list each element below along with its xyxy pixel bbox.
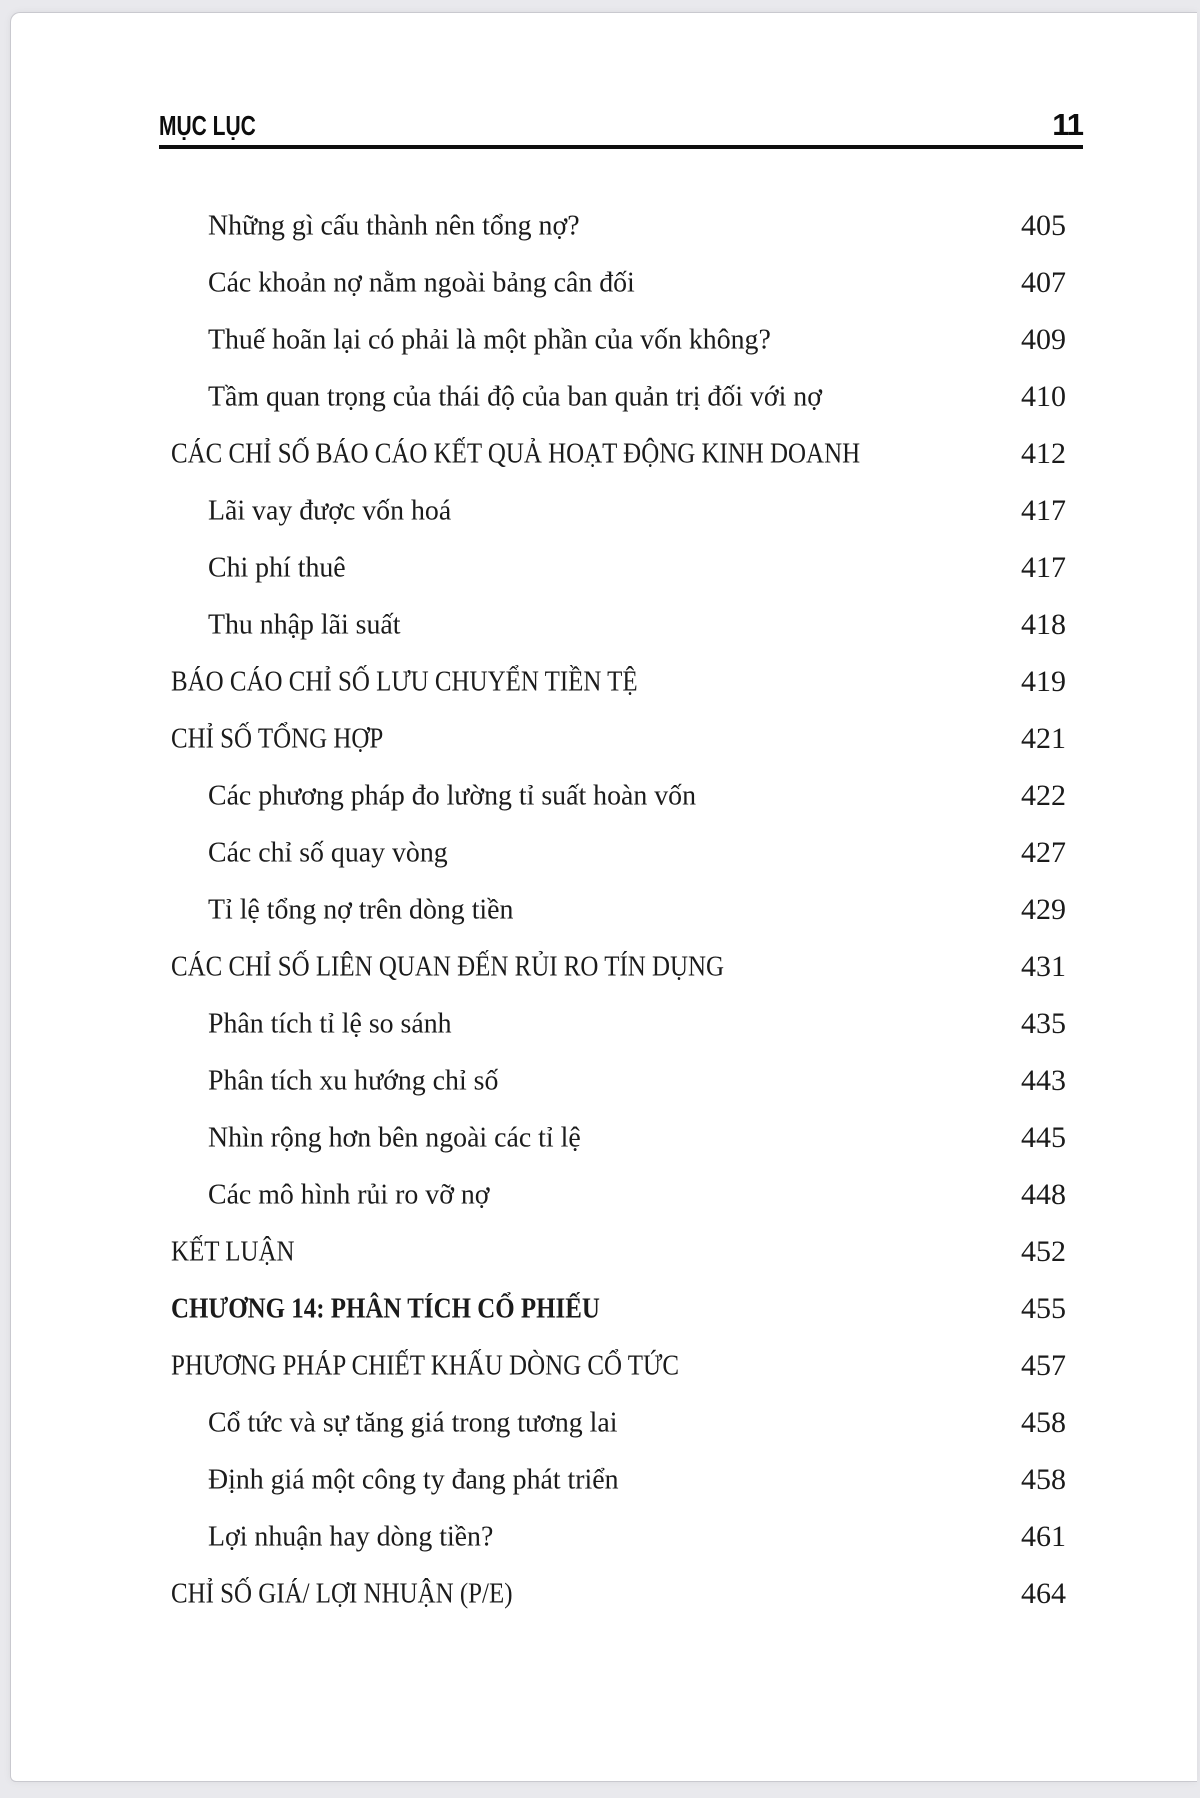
toc-entry-page: 422	[1021, 778, 1066, 812]
toc-entry-label: CÁC CHỈ SỐ LIÊN QUAN ĐẾN RỦI RO TÍN DỤNG	[171, 950, 725, 982]
toc-entry-page: 443	[1021, 1063, 1066, 1097]
toc-entry-page: 410	[1021, 379, 1066, 413]
toc-row	[171, 824, 1066, 881]
toc-entry-label: Những gì cấu thành nên tổng nợ?	[208, 209, 580, 241]
toc-entry-label: CHỈ SỐ GIÁ/ LỢI NHUẬN (P/E)	[171, 1577, 513, 1609]
toc-entry-page: 429	[1021, 892, 1066, 926]
toc-entry-page: 419	[1021, 664, 1066, 698]
toc-entry-label: CHỈ SỐ TỔNG HỢP	[171, 722, 384, 754]
toc-entry-label: Tầm quan trọng của thái độ của ban quản trị đối với nợ	[208, 380, 822, 412]
toc-entry-label: CÁC CHỈ SỐ BÁO CÁO KẾT QUẢ HOẠT ĐỘNG KINH DOANH	[171, 437, 861, 469]
page-number: 11	[1052, 107, 1083, 142]
toc-entry-page: 421	[1021, 721, 1066, 755]
toc-entry-label: Các mô hình rủi ro vỡ nợ	[208, 1178, 490, 1210]
toc-row	[171, 1451, 1066, 1508]
toc-entry-page: 412	[1021, 436, 1066, 470]
toc-entry-page: 458	[1021, 1405, 1066, 1439]
toc-row	[171, 596, 1066, 653]
book-page	[10, 12, 1197, 1782]
toc-entry-page: 418	[1021, 607, 1066, 641]
toc-entry-page: 417	[1021, 550, 1066, 584]
toc-row	[171, 1280, 1066, 1337]
page-title: MỤC LỤC	[159, 110, 256, 141]
toc-row	[171, 311, 1066, 368]
toc-entry-page: 435	[1021, 1006, 1066, 1040]
toc-list	[171, 197, 1066, 1622]
toc-entry-label: Chi phí thuê	[208, 551, 346, 583]
toc-entry-page: 452	[1021, 1234, 1066, 1268]
toc-row	[171, 1109, 1066, 1166]
toc-entry-page: 417	[1021, 493, 1066, 527]
toc-entry-page: 464	[1021, 1576, 1066, 1610]
toc-entry-page: 455	[1021, 1291, 1066, 1325]
toc-entry-label: CHƯƠNG 14: PHÂN TÍCH CỔ PHIẾU	[171, 1292, 600, 1324]
toc-entry-label: Tỉ lệ tổng nợ trên dòng tiền	[208, 893, 514, 925]
toc-row	[171, 368, 1066, 425]
toc-entry-page: 448	[1021, 1177, 1066, 1211]
toc-entry-label: KẾT LUẬN	[171, 1235, 295, 1267]
toc-row	[171, 653, 1066, 710]
toc-row	[171, 1394, 1066, 1451]
toc-entry-page: 458	[1021, 1462, 1066, 1496]
toc-entry-page: 457	[1021, 1348, 1066, 1382]
toc-entry-label: Phân tích tỉ lệ so sánh	[208, 1007, 452, 1039]
toc-entry-page: 427	[1021, 835, 1066, 869]
toc-entry-label: Thu nhập lãi suất	[208, 608, 401, 640]
toc-entry-label: Cổ tức và sự tăng giá trong tương lai	[208, 1406, 618, 1438]
toc-row	[171, 1223, 1066, 1280]
toc-entry-page: 431	[1021, 949, 1066, 983]
toc-entry-page: 445	[1021, 1120, 1066, 1154]
toc-row	[171, 482, 1066, 539]
toc-entry-label: Nhìn rộng hơn bên ngoài các tỉ lệ	[208, 1121, 581, 1153]
toc-entry-label: Các chỉ số quay vòng	[208, 836, 448, 868]
toc-row	[171, 710, 1066, 767]
toc-row	[171, 881, 1066, 938]
toc-entry-label: Thuế hoãn lại có phải là một phần của vốn không?	[208, 323, 771, 355]
toc-entry-label: BÁO CÁO CHỈ SỐ LƯU CHUYỂN TIỀN TỆ	[171, 665, 638, 697]
toc-entry-label: Lãi vay được vốn hoá	[208, 494, 452, 526]
toc-entry-page: 407	[1021, 265, 1066, 299]
toc-entry-label: Định giá một công ty đang phát triển	[208, 1463, 619, 1495]
toc-entry-label: Các phương pháp đo lường tỉ suất hoàn vốn	[208, 779, 696, 811]
toc-row	[171, 1337, 1066, 1394]
toc-row	[171, 197, 1066, 254]
toc-row	[171, 1508, 1066, 1565]
toc-row	[171, 1052, 1066, 1109]
toc-row	[171, 254, 1066, 311]
toc-entry-page: 409	[1021, 322, 1066, 356]
page-header	[159, 109, 1083, 149]
toc-row	[171, 938, 1066, 995]
toc-row	[171, 1565, 1066, 1622]
toc-entry-page: 405	[1021, 208, 1066, 242]
toc-row	[171, 767, 1066, 824]
toc-entry-label: Các khoản nợ nằm ngoài bảng cân đối	[208, 266, 635, 298]
toc-entry-label: Lợi nhuận hay dòng tiền?	[208, 1520, 494, 1552]
toc-row	[171, 425, 1066, 482]
toc-row	[171, 1166, 1066, 1223]
toc-row	[171, 539, 1066, 596]
toc-entry-page: 461	[1021, 1519, 1066, 1553]
toc-entry-label: Phân tích xu hướng chỉ số	[208, 1064, 499, 1096]
toc-row	[171, 995, 1066, 1052]
toc-entry-label: PHƯƠNG PHÁP CHIẾT KHẤU DÒNG CỔ TỨC	[171, 1349, 679, 1381]
